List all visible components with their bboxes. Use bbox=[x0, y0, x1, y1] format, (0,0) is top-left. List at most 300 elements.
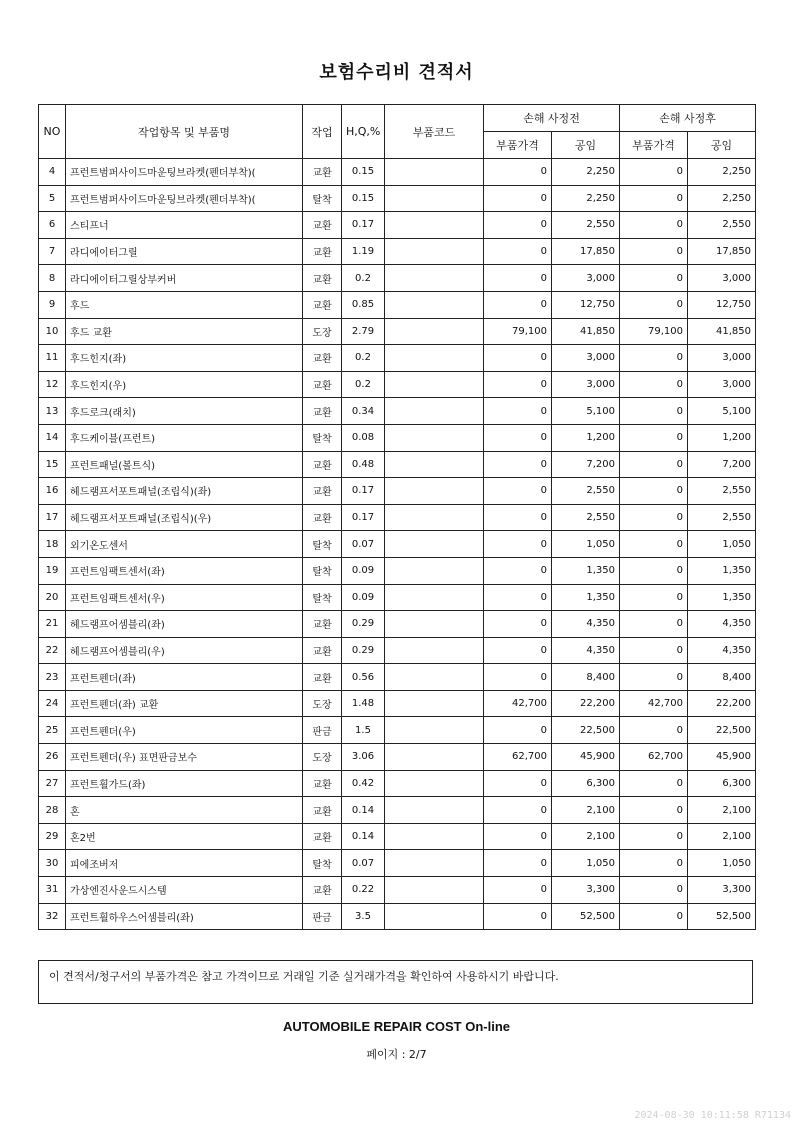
table-row bbox=[39, 265, 756, 292]
row-before-labor: 22,500 bbox=[552, 717, 620, 744]
row-work-type: 탈착 bbox=[303, 531, 342, 558]
row-no: 32 bbox=[39, 903, 66, 930]
row-after-labor: 2,100 bbox=[688, 797, 756, 824]
row-item-name: 라디에이터그릴 bbox=[66, 238, 303, 265]
row-before-labor: 2,550 bbox=[552, 504, 620, 531]
row-work-type: 교환 bbox=[303, 398, 342, 425]
table-row bbox=[39, 238, 756, 265]
row-part-code bbox=[385, 717, 484, 744]
row-item-name: 헤드램프어셈블리(우) bbox=[66, 637, 303, 664]
table-row bbox=[39, 690, 756, 717]
row-item-name: 프런트펜더(우) 표면판금보수 bbox=[66, 744, 303, 771]
row-before-part-price: 0 bbox=[484, 531, 552, 558]
row-after-part-price: 0 bbox=[620, 478, 688, 505]
row-before-labor: 3,000 bbox=[552, 345, 620, 372]
row-after-part-price: 0 bbox=[620, 584, 688, 611]
row-before-labor: 2,550 bbox=[552, 212, 620, 239]
row-part-code bbox=[385, 877, 484, 904]
row-before-part-price: 0 bbox=[484, 424, 552, 451]
row-part-code bbox=[385, 690, 484, 717]
table-row bbox=[39, 744, 756, 771]
row-part-code bbox=[385, 478, 484, 505]
row-no: 20 bbox=[39, 584, 66, 611]
row-after-labor: 6,300 bbox=[688, 770, 756, 797]
table-row bbox=[39, 504, 756, 531]
row-part-code bbox=[385, 185, 484, 212]
row-before-labor: 52,500 bbox=[552, 903, 620, 930]
row-part-code bbox=[385, 504, 484, 531]
table-row bbox=[39, 637, 756, 664]
header-after-labor: 공임 bbox=[688, 132, 756, 159]
row-before-part-price: 0 bbox=[484, 611, 552, 638]
row-part-code bbox=[385, 584, 484, 611]
row-work-type: 판금 bbox=[303, 903, 342, 930]
row-no: 31 bbox=[39, 877, 66, 904]
row-after-part-price: 62,700 bbox=[620, 744, 688, 771]
table-row bbox=[39, 212, 756, 239]
row-work-type: 교환 bbox=[303, 504, 342, 531]
row-work-type: 도장 bbox=[303, 318, 342, 345]
table-row bbox=[39, 531, 756, 558]
row-after-labor: 52,500 bbox=[688, 903, 756, 930]
row-hq: 0.15 bbox=[342, 185, 385, 212]
row-after-labor: 4,350 bbox=[688, 611, 756, 638]
row-part-code bbox=[385, 611, 484, 638]
row-hq: 0.29 bbox=[342, 637, 385, 664]
row-no: 5 bbox=[39, 185, 66, 212]
row-part-code bbox=[385, 797, 484, 824]
row-after-part-price: 0 bbox=[620, 185, 688, 212]
row-before-part-price: 0 bbox=[484, 664, 552, 691]
row-before-labor: 2,550 bbox=[552, 478, 620, 505]
row-hq: 0.08 bbox=[342, 424, 385, 451]
table-header bbox=[39, 105, 756, 159]
row-hq: 0.2 bbox=[342, 345, 385, 372]
row-work-type: 교환 bbox=[303, 611, 342, 638]
row-part-code bbox=[385, 318, 484, 345]
row-work-type: 교환 bbox=[303, 877, 342, 904]
row-hq: 0.48 bbox=[342, 451, 385, 478]
row-after-part-price: 0 bbox=[620, 265, 688, 292]
row-item-name: 후드힌지(좌) bbox=[66, 345, 303, 372]
row-hq: 0.22 bbox=[342, 877, 385, 904]
row-after-part-price: 0 bbox=[620, 664, 688, 691]
row-after-part-price: 0 bbox=[620, 291, 688, 318]
row-work-type: 도장 bbox=[303, 744, 342, 771]
row-hq: 0.07 bbox=[342, 850, 385, 877]
row-item-name: 외기온도센서 bbox=[66, 531, 303, 558]
row-work-type: 교환 bbox=[303, 823, 342, 850]
row-after-part-price: 0 bbox=[620, 797, 688, 824]
row-work-type: 도장 bbox=[303, 690, 342, 717]
row-after-labor: 2,550 bbox=[688, 478, 756, 505]
row-item-name: 프런트펜더(우) bbox=[66, 717, 303, 744]
row-before-part-price: 0 bbox=[484, 398, 552, 425]
row-item-name: 프런트범퍼사이드마운팅브라켓(펜더부착)( bbox=[66, 159, 303, 186]
row-no: 30 bbox=[39, 850, 66, 877]
page-number: 페이지 : 2/7 bbox=[366, 1048, 427, 1061]
row-before-labor: 3,000 bbox=[552, 265, 620, 292]
row-part-code bbox=[385, 212, 484, 239]
row-work-type: 교환 bbox=[303, 371, 342, 398]
row-part-code bbox=[385, 637, 484, 664]
row-work-type: 교환 bbox=[303, 159, 342, 186]
row-after-labor: 1,050 bbox=[688, 531, 756, 558]
row-after-labor: 1,350 bbox=[688, 584, 756, 611]
row-item-name: 프런트패널(볼트식) bbox=[66, 451, 303, 478]
table-row bbox=[39, 478, 756, 505]
row-after-part-price: 0 bbox=[620, 637, 688, 664]
row-work-type: 교환 bbox=[303, 770, 342, 797]
row-item-name: 후드로크(래치) bbox=[66, 398, 303, 425]
row-hq: 0.14 bbox=[342, 823, 385, 850]
row-hq: 0.56 bbox=[342, 664, 385, 691]
row-part-code bbox=[385, 664, 484, 691]
table-row bbox=[39, 664, 756, 691]
row-before-labor: 2,250 bbox=[552, 159, 620, 186]
row-before-labor: 8,400 bbox=[552, 664, 620, 691]
row-work-type: 탈착 bbox=[303, 424, 342, 451]
row-before-part-price: 0 bbox=[484, 371, 552, 398]
row-part-code bbox=[385, 398, 484, 425]
row-after-labor: 12,750 bbox=[688, 291, 756, 318]
row-work-type: 교환 bbox=[303, 664, 342, 691]
row-no: 8 bbox=[39, 265, 66, 292]
header-after-part-price: 부품가격 bbox=[620, 132, 688, 159]
row-work-type: 교환 bbox=[303, 797, 342, 824]
row-item-name: 후드 교환 bbox=[66, 318, 303, 345]
row-before-labor: 1,350 bbox=[552, 584, 620, 611]
row-before-part-price: 0 bbox=[484, 291, 552, 318]
row-before-labor: 1,050 bbox=[552, 850, 620, 877]
table-row bbox=[39, 877, 756, 904]
row-no: 16 bbox=[39, 478, 66, 505]
row-part-code bbox=[385, 159, 484, 186]
table-row bbox=[39, 371, 756, 398]
row-hq: 0.17 bbox=[342, 478, 385, 505]
row-work-type: 탈착 bbox=[303, 185, 342, 212]
row-no: 10 bbox=[39, 318, 66, 345]
row-hq: 1.19 bbox=[342, 238, 385, 265]
header-hq: H,Q,% bbox=[342, 105, 385, 159]
row-after-labor: 1,050 bbox=[688, 850, 756, 877]
row-hq: 3.5 bbox=[342, 903, 385, 930]
row-hq: 2.79 bbox=[342, 318, 385, 345]
row-part-code bbox=[385, 823, 484, 850]
row-part-code bbox=[385, 557, 484, 584]
table-row bbox=[39, 797, 756, 824]
row-item-name: 헤드램프서포트패널(조립식)(우) bbox=[66, 504, 303, 531]
row-after-labor: 3,300 bbox=[688, 877, 756, 904]
row-hq: 0.2 bbox=[342, 265, 385, 292]
row-after-labor: 3,000 bbox=[688, 371, 756, 398]
row-item-name: 후드케이블(프런트) bbox=[66, 424, 303, 451]
header-item: 작업항목 및 부품명 bbox=[66, 105, 303, 159]
row-no: 28 bbox=[39, 797, 66, 824]
row-no: 29 bbox=[39, 823, 66, 850]
row-after-part-price: 42,700 bbox=[620, 690, 688, 717]
row-after-part-price: 0 bbox=[620, 531, 688, 558]
estimate-table bbox=[38, 104, 756, 930]
row-item-name: 프런트휠하우스어셈블리(좌) bbox=[66, 903, 303, 930]
row-item-name: 프런트임팩트센서(우) bbox=[66, 584, 303, 611]
row-no: 19 bbox=[39, 557, 66, 584]
row-after-labor: 2,550 bbox=[688, 212, 756, 239]
row-before-labor: 4,350 bbox=[552, 637, 620, 664]
row-item-name: 프런트범퍼사이드마운팅브라켓(펜더부착)( bbox=[66, 185, 303, 212]
table-row bbox=[39, 159, 756, 186]
row-part-code bbox=[385, 451, 484, 478]
row-after-part-price: 0 bbox=[620, 504, 688, 531]
row-hq: 0.29 bbox=[342, 611, 385, 638]
row-before-labor: 1,350 bbox=[552, 557, 620, 584]
row-after-part-price: 0 bbox=[620, 451, 688, 478]
row-no: 15 bbox=[39, 451, 66, 478]
row-before-part-price: 42,700 bbox=[484, 690, 552, 717]
row-item-name: 프런트펜더(좌) bbox=[66, 664, 303, 691]
row-before-labor: 3,300 bbox=[552, 877, 620, 904]
table-row bbox=[39, 903, 756, 930]
table-body bbox=[39, 159, 756, 930]
row-item-name: 프런트휠가드(좌) bbox=[66, 770, 303, 797]
row-item-name: 후드 bbox=[66, 291, 303, 318]
row-hq: 0.17 bbox=[342, 212, 385, 239]
row-before-part-price: 79,100 bbox=[484, 318, 552, 345]
row-before-labor: 12,750 bbox=[552, 291, 620, 318]
row-after-part-price: 0 bbox=[620, 717, 688, 744]
row-after-labor: 3,000 bbox=[688, 265, 756, 292]
table-row bbox=[39, 717, 756, 744]
row-after-labor: 4,350 bbox=[688, 637, 756, 664]
row-part-code bbox=[385, 265, 484, 292]
row-after-labor: 45,900 bbox=[688, 744, 756, 771]
header-no: NO bbox=[39, 105, 66, 159]
table-row bbox=[39, 451, 756, 478]
row-after-part-price: 0 bbox=[620, 371, 688, 398]
table-row bbox=[39, 611, 756, 638]
table-row bbox=[39, 318, 756, 345]
row-no: 14 bbox=[39, 424, 66, 451]
row-before-part-price: 0 bbox=[484, 504, 552, 531]
row-part-code bbox=[385, 345, 484, 372]
row-part-code bbox=[385, 770, 484, 797]
row-no: 17 bbox=[39, 504, 66, 531]
row-item-name: 프런트임팩트센서(좌) bbox=[66, 557, 303, 584]
row-after-labor: 7,200 bbox=[688, 451, 756, 478]
row-before-part-price: 0 bbox=[484, 770, 552, 797]
row-before-part-price: 62,700 bbox=[484, 744, 552, 771]
row-before-part-price: 0 bbox=[484, 238, 552, 265]
row-item-name: 가상엔진사운드시스템 bbox=[66, 877, 303, 904]
row-item-name: 혼2번 bbox=[66, 823, 303, 850]
row-part-code bbox=[385, 424, 484, 451]
row-before-labor: 2,100 bbox=[552, 797, 620, 824]
row-after-labor: 41,850 bbox=[688, 318, 756, 345]
table-row bbox=[39, 291, 756, 318]
row-after-part-price: 0 bbox=[620, 557, 688, 584]
row-no: 24 bbox=[39, 690, 66, 717]
row-no: 13 bbox=[39, 398, 66, 425]
row-after-labor: 1,350 bbox=[688, 557, 756, 584]
row-before-labor: 17,850 bbox=[552, 238, 620, 265]
header-before-part-price: 부품가격 bbox=[484, 132, 552, 159]
row-before-labor: 2,100 bbox=[552, 823, 620, 850]
row-hq: 1.48 bbox=[342, 690, 385, 717]
row-before-part-price: 0 bbox=[484, 265, 552, 292]
row-no: 12 bbox=[39, 371, 66, 398]
row-no: 9 bbox=[39, 291, 66, 318]
row-before-part-price: 0 bbox=[484, 451, 552, 478]
row-after-part-price: 0 bbox=[620, 159, 688, 186]
row-before-part-price: 0 bbox=[484, 557, 552, 584]
row-after-labor: 2,550 bbox=[688, 504, 756, 531]
row-before-labor: 1,050 bbox=[552, 531, 620, 558]
row-hq: 0.14 bbox=[342, 797, 385, 824]
row-no: 11 bbox=[39, 345, 66, 372]
row-work-type: 교환 bbox=[303, 345, 342, 372]
row-after-labor: 2,250 bbox=[688, 185, 756, 212]
table-row bbox=[39, 185, 756, 212]
row-hq: 0.34 bbox=[342, 398, 385, 425]
row-after-part-price: 0 bbox=[620, 770, 688, 797]
row-before-labor: 4,350 bbox=[552, 611, 620, 638]
table-row bbox=[39, 770, 756, 797]
row-after-labor: 1,200 bbox=[688, 424, 756, 451]
row-after-part-price: 0 bbox=[620, 611, 688, 638]
header-part-code: 부품코드 bbox=[385, 105, 484, 159]
row-item-name: 라디에이터그릴상부커버 bbox=[66, 265, 303, 292]
row-before-part-price: 0 bbox=[484, 584, 552, 611]
footer-brand: AUTOMOBILE REPAIR COST On-line bbox=[282, 1019, 511, 1034]
row-before-labor: 1,200 bbox=[552, 424, 620, 451]
row-after-part-price: 0 bbox=[620, 903, 688, 930]
row-after-labor: 22,500 bbox=[688, 717, 756, 744]
row-work-type: 교환 bbox=[303, 238, 342, 265]
row-item-name: 헤드램프서포트패널(조립식)(좌) bbox=[66, 478, 303, 505]
row-after-part-price: 0 bbox=[620, 345, 688, 372]
row-after-part-price: 79,100 bbox=[620, 318, 688, 345]
row-hq: 0.17 bbox=[342, 504, 385, 531]
row-before-labor: 22,200 bbox=[552, 690, 620, 717]
row-work-type: 탈착 bbox=[303, 557, 342, 584]
row-before-part-price: 0 bbox=[484, 717, 552, 744]
row-before-part-price: 0 bbox=[484, 850, 552, 877]
row-before-labor: 2,250 bbox=[552, 185, 620, 212]
row-work-type: 교환 bbox=[303, 265, 342, 292]
document-title: 보험수리비 견적서 bbox=[319, 62, 474, 83]
row-part-code bbox=[385, 744, 484, 771]
row-before-labor: 3,000 bbox=[552, 371, 620, 398]
row-after-labor: 2,100 bbox=[688, 823, 756, 850]
row-after-labor: 2,250 bbox=[688, 159, 756, 186]
row-item-name: 스티프너 bbox=[66, 212, 303, 239]
row-part-code bbox=[385, 850, 484, 877]
price-notice: 이 견적서/청구서의 부품가격은 참고 가격이므로 거래일 기준 실거래가격을 확인하여 사용하시기 바랍니다. bbox=[38, 960, 753, 1004]
row-before-part-price: 0 bbox=[484, 797, 552, 824]
row-after-labor: 5,100 bbox=[688, 398, 756, 425]
row-before-part-price: 0 bbox=[484, 159, 552, 186]
row-hq: 0.2 bbox=[342, 371, 385, 398]
row-after-part-price: 0 bbox=[620, 823, 688, 850]
row-work-type: 교환 bbox=[303, 637, 342, 664]
row-no: 27 bbox=[39, 770, 66, 797]
row-after-part-price: 0 bbox=[620, 212, 688, 239]
row-before-labor: 45,900 bbox=[552, 744, 620, 771]
row-item-name: 프런트펜더(좌) 교환 bbox=[66, 690, 303, 717]
row-work-type: 교환 bbox=[303, 291, 342, 318]
row-part-code bbox=[385, 903, 484, 930]
row-item-name: 후드힌지(우) bbox=[66, 371, 303, 398]
row-before-part-price: 0 bbox=[484, 877, 552, 904]
row-work-type: 교환 bbox=[303, 212, 342, 239]
table-row bbox=[39, 557, 756, 584]
header-work: 작업 bbox=[303, 105, 342, 159]
row-work-type: 교환 bbox=[303, 451, 342, 478]
row-hq: 0.15 bbox=[342, 159, 385, 186]
row-work-type: 판금 bbox=[303, 717, 342, 744]
header-before-labor: 공임 bbox=[552, 132, 620, 159]
row-after-part-price: 0 bbox=[620, 398, 688, 425]
row-after-labor: 22,200 bbox=[688, 690, 756, 717]
row-part-code bbox=[385, 531, 484, 558]
row-part-code bbox=[385, 291, 484, 318]
row-no: 21 bbox=[39, 611, 66, 638]
row-before-part-price: 0 bbox=[484, 478, 552, 505]
row-hq: 0.42 bbox=[342, 770, 385, 797]
row-before-labor: 6,300 bbox=[552, 770, 620, 797]
row-after-part-price: 0 bbox=[620, 424, 688, 451]
row-hq: 1.5 bbox=[342, 717, 385, 744]
table-row bbox=[39, 850, 756, 877]
table-row bbox=[39, 424, 756, 451]
row-hq: 0.09 bbox=[342, 584, 385, 611]
row-before-labor: 41,850 bbox=[552, 318, 620, 345]
print-timestamp: 2024-08-30 10:11:58 R71134 bbox=[634, 1110, 791, 1121]
row-work-type: 탈착 bbox=[303, 584, 342, 611]
row-before-part-price: 0 bbox=[484, 903, 552, 930]
header-after-adjustment: 손해 사정후 bbox=[620, 105, 756, 132]
row-before-part-price: 0 bbox=[484, 637, 552, 664]
row-no: 23 bbox=[39, 664, 66, 691]
row-before-part-price: 0 bbox=[484, 823, 552, 850]
table-row bbox=[39, 345, 756, 372]
row-before-labor: 7,200 bbox=[552, 451, 620, 478]
row-item-name: 피에조버저 bbox=[66, 850, 303, 877]
row-no: 4 bbox=[39, 159, 66, 186]
row-after-part-price: 0 bbox=[620, 850, 688, 877]
table-row bbox=[39, 823, 756, 850]
row-hq: 0.85 bbox=[342, 291, 385, 318]
row-after-labor: 17,850 bbox=[688, 238, 756, 265]
row-no: 25 bbox=[39, 717, 66, 744]
row-after-labor: 8,400 bbox=[688, 664, 756, 691]
row-no: 26 bbox=[39, 744, 66, 771]
row-no: 22 bbox=[39, 637, 66, 664]
table-row bbox=[39, 398, 756, 425]
row-work-type: 탈착 bbox=[303, 850, 342, 877]
row-no: 6 bbox=[39, 212, 66, 239]
row-hq: 0.09 bbox=[342, 557, 385, 584]
header-before-adjustment: 손해 사정전 bbox=[484, 105, 620, 132]
row-before-labor: 5,100 bbox=[552, 398, 620, 425]
row-before-part-price: 0 bbox=[484, 185, 552, 212]
table-row bbox=[39, 584, 756, 611]
row-no: 18 bbox=[39, 531, 66, 558]
row-hq: 3.06 bbox=[342, 744, 385, 771]
row-before-part-price: 0 bbox=[484, 212, 552, 239]
row-work-type: 교환 bbox=[303, 478, 342, 505]
row-after-part-price: 0 bbox=[620, 877, 688, 904]
